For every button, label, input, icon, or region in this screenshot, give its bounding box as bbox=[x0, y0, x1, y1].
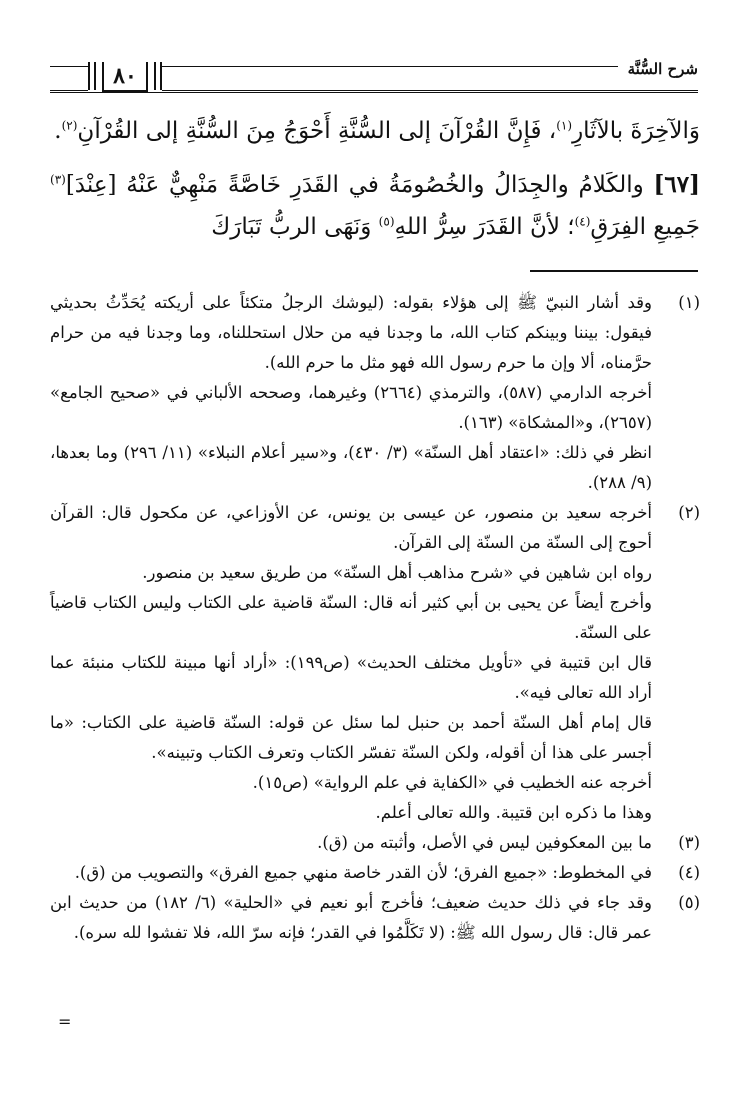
main-text-segment: ؛ لأنَّ القَدَرَ سِرُّ اللهِ bbox=[394, 214, 575, 240]
main-text-segment: وَنَهَى الربُّ تَبَارَكَ bbox=[211, 214, 372, 240]
footnote-paragraph: رواه ابن شاهين في «شرح مذاهب أهل السنّة» من طريق سعيد بن منصور. bbox=[142, 563, 652, 582]
continuation-mark: = bbox=[58, 1012, 72, 1031]
page-number: ٨٠ bbox=[102, 62, 148, 92]
main-text-segment: وَالآخِرَةَ بالآثَارِ bbox=[572, 118, 700, 144]
footnote-ref[interactable]: (٤) bbox=[574, 214, 591, 229]
footnote-paragraph: أخرجه عنه الخطيب في «الكفاية في علم الرواية» (ص١٥). bbox=[252, 773, 652, 792]
footnote-body bbox=[50, 858, 652, 888]
footnote-2 bbox=[50, 498, 700, 828]
footnote-body bbox=[50, 888, 652, 948]
item-number: [٦٧] bbox=[653, 171, 700, 198]
main-text bbox=[50, 110, 700, 248]
footnote-paragraph: انظر في ذلك: «اعتقاد أهل السنّة» (٣/ ٤٣٠)، و«سير أعلام النبلاء» (١١/ ٢٩٦) وما بعدها، (٩/ ٢٨٨). bbox=[50, 443, 653, 492]
running-header bbox=[50, 58, 698, 98]
footnote-paragraph: ما بين المعكوفين ليس في الأصل، وأثبته من (ق). bbox=[317, 833, 652, 852]
footnote-separator bbox=[530, 270, 698, 272]
footnote-paragraph: أخرجه الدارمي (٥٨٧)، والترمذي (٢٦٦٤) وغيرهما، وصححه الألباني في «صحيح الجامع» (٢٦٥٧)، و«المشكاة» (١٦٣). bbox=[50, 383, 652, 432]
footnote-number: (٥) bbox=[678, 893, 700, 912]
footnote-ref[interactable]: (٣) bbox=[50, 172, 66, 187]
footnote-paragraph: وهذا ما ذكره ابن قتيبة. والله تعالى أعلم. bbox=[375, 803, 652, 822]
main-text-segment: . bbox=[54, 118, 62, 144]
main-text-segment: ، فَإِنَّ القُرْآنَ إلى السُّنَّةِ أَحْوَجُ مِنَ السُّنَّةِ إلى القُرْآنِ bbox=[77, 118, 557, 144]
page-box-bar bbox=[160, 62, 162, 90]
footnote-paragraph: قال ابن قتيبة في «تأويل مختلف الحديث» (ص١٩٩): «أراد أنها مبينة للكتاب منبئة عما أراد الله تعالى فيه». bbox=[50, 653, 652, 702]
page-box-bar bbox=[154, 62, 156, 90]
main-paragraph-2 bbox=[50, 164, 700, 248]
footnote-number: (١) bbox=[678, 293, 700, 312]
footnote-paragraph: وقد أشار النبيّ ﷺ إلى هؤلاء بقوله: (ليوشك الرجلُ متكئاً على أريكته يُحَدِّثُ بحديثي فيقول: بيننا وبينكم كتاب الله، ما وجدنا فيه من حلال استحللناه، وما وجدنا فيه من حرام حرَّمناه، ألا وإن ما حرم رسول الله فهو مثل ما حرم الله). bbox=[50, 293, 652, 372]
footnote-5 bbox=[50, 888, 700, 948]
main-text-segment: جَمِيعِ الفِرَقِ bbox=[590, 214, 700, 240]
footnote-paragraph: وأخرج أيضاً عن يحيى بن أبي كثير أنه قال: السنّة قاضية على الكتاب وليس الكتاب قاضياً على السنّة. bbox=[50, 593, 652, 642]
footnote-number: (٢) bbox=[678, 503, 700, 522]
footnote-paragraph: أخرجه سعيد بن منصور، عن عيسى بن يونس، عن الأوزاعي، عن مكحول قال: القرآن أحوج إلى السنّة من السنّة إلى القرآن. bbox=[50, 503, 652, 552]
footnotes bbox=[50, 288, 700, 948]
footnote-paragraph: في المخطوط: «جميع الفرق؛ لأن القدر خاصة منهي جميع الفرق» والتصويب من (ق). bbox=[74, 863, 652, 882]
footnote-body bbox=[50, 288, 652, 498]
main-text-segment: والكَلامُ والجِدَالُ والخُصُومَةُ في القَدَرِ خَاصَّةً مَنْهِيٌّ عَنْهُ [عِنْدَ] bbox=[65, 172, 644, 198]
running-title: شرح السُّنَّة bbox=[618, 60, 698, 78]
footnote-paragraph: قال إمام أهل السنّة أحمد بن حنبل لما سئل عن قوله: السنّة قاضية على الكتاب: «ما أجسر على هذا أن أقوله، ولكن السنّة تفسّر الكتاب وتعرف الكتاب وتبينه». bbox=[50, 713, 652, 762]
footnote-body bbox=[50, 498, 652, 828]
footnote-ref[interactable]: (٢) bbox=[61, 118, 78, 133]
footnote-number: (٣) bbox=[678, 833, 700, 852]
main-paragraph-1 bbox=[50, 110, 700, 152]
footnote-ref[interactable]: (٥) bbox=[378, 214, 395, 229]
footnote-body bbox=[50, 828, 652, 858]
footnote-3 bbox=[50, 828, 700, 858]
footnote-number: (٤) bbox=[678, 863, 700, 882]
page-box-bar bbox=[88, 62, 90, 90]
footnote-paragraph: وقد جاء في ذلك حديث ضعيف؛ فأخرج أبو نعيم في «الحلية» (٦/ ١٨٢) من حديث ابن عمر قال: قال رسول الله ﷺ: (لا تَكَلَّمُوا في القدر؛ فإنه سرّ الله، فلا تفشوا لله سره). bbox=[50, 893, 652, 942]
footnote-4 bbox=[50, 858, 700, 888]
page-number-box bbox=[88, 60, 162, 92]
footnote-1 bbox=[50, 288, 700, 498]
page-box-bar bbox=[94, 62, 96, 90]
footnote-ref[interactable]: (١) bbox=[556, 118, 573, 133]
